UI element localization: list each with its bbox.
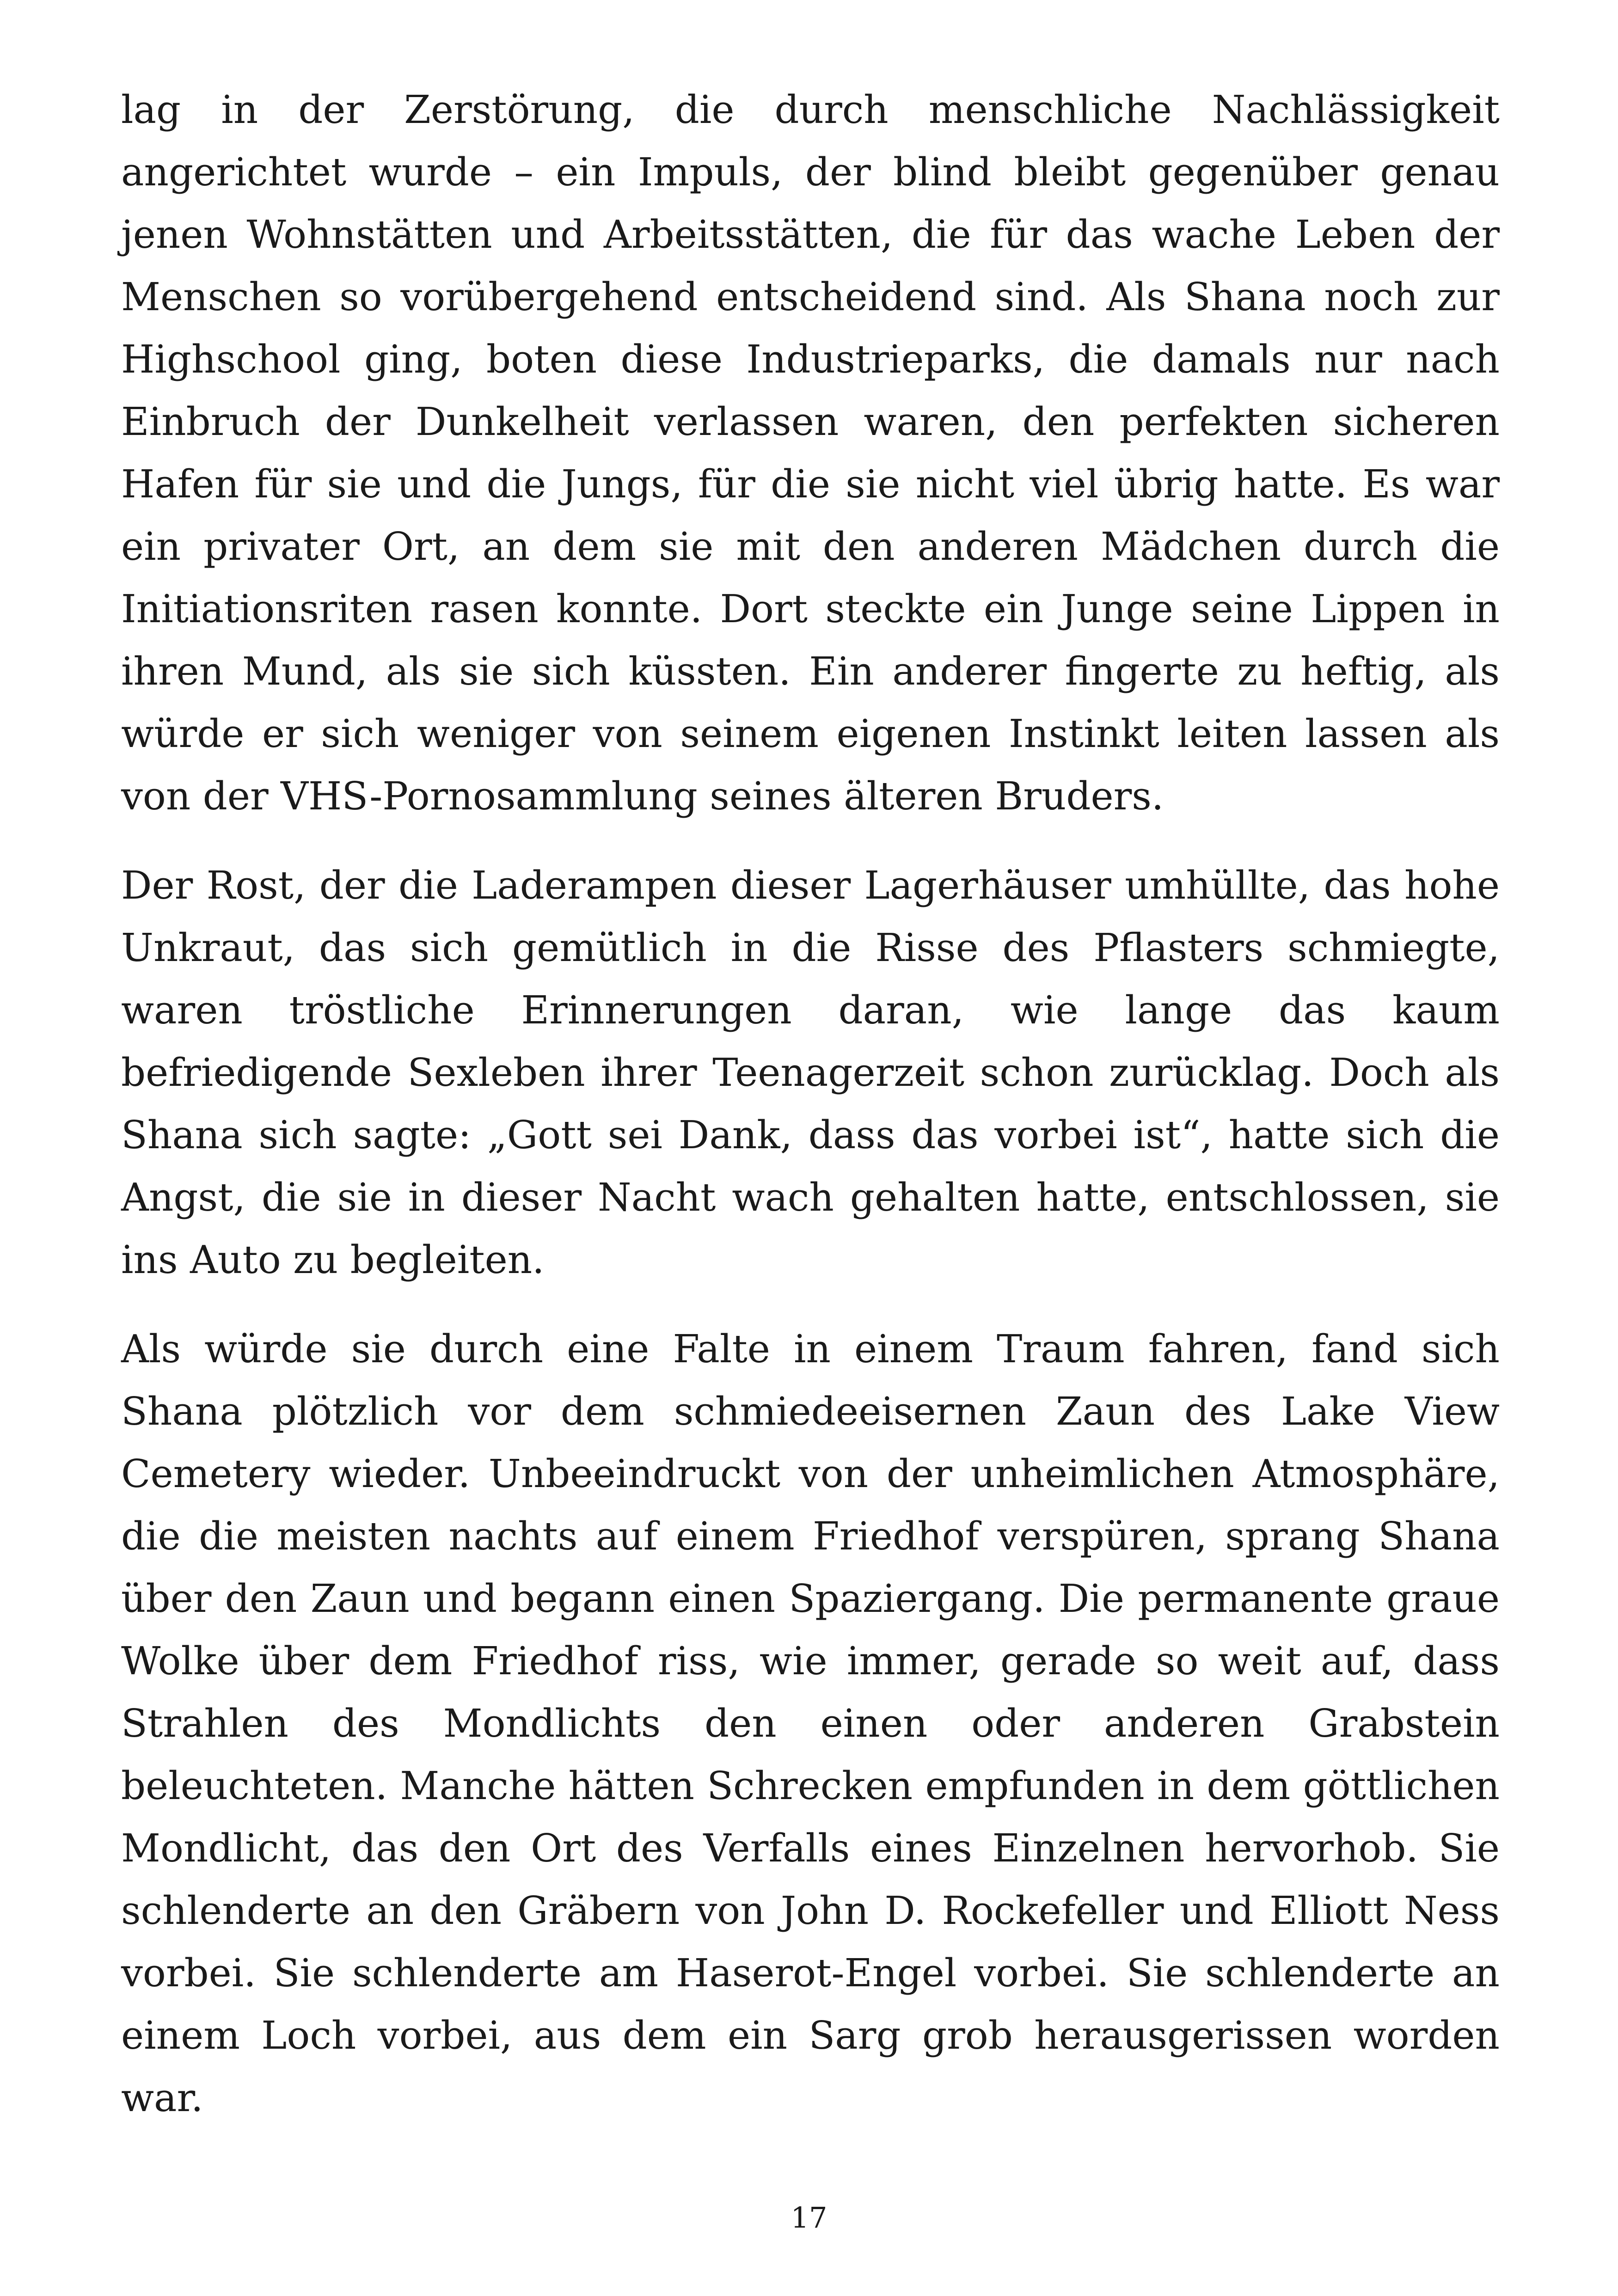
paragraph-3: Als würde sie durch eine Falte in einem Traum fahren, fand sich Shana plötzlich vor dem schmiedeeisernen Zaun des Lake View Cemetery wieder. Unbeeindruckt von der unheimlichen Atmosphäre, die die meisten nachts auf einem Friedhof verspüren, sprang Shana über den Zaun und begann einen Spaziergang. Die permanente graue Wolke über dem Friedhof riss, wie immer, gerade so weit auf, dass Strahlen des Mondlichts den einen oder anderen Grabstein beleuchteten. Manche hätten Schrecken empfunden in dem göttlichen Mondlicht, das den Ort des Verfalls eines Einzelnen hervorhob. Sie schlenderte an den Gräbern von John D. Rockefeller und Elliott Ness vorbei. Sie schlenderte am Haserot-Engel vorbei. Sie schlenderte an einem Loch vorbei, aus dem ein Sarg grob herausgerissen worden war. — [121, 1327, 1500, 2120]
paragraph-2: Der Rost, der die Laderampen dieser Lagerhäuser umhüllte, das hohe Unkraut, das sich gemütlich in die Risse des Pflasters schmiegte, waren tröstliche Erinnerungen daran, wie lange das kaum befriedigende Sexleben ihrer Teenagerzeit schon zurücklag. Doch als Shana sich sagte: „Gott sei Dank, dass das vorbei ist“, hatte sich die Angst, die sie in dieser Nacht wach gehalten hatte, entschlossen, sie ins Auto zu begleiten. — [121, 863, 1500, 1282]
body-text — [121, 79, 1500, 2129]
paragraph-1: lag in der Zerstörung, die durch menschliche Nachlässigkeit angerichtet wurde – ein Impuls, der blind bleibt gegenüber genau jenen Wohnstätten und Arbeitsstätten, die für das wache Leben der Menschen so vorübergehend entscheidend sind. Als Shana noch zur Highschool ging, boten diese Industrieparks, die damals nur nach Einbruch der Dunkelheit verlassen waren, den perfekten sicheren Hafen für sie und die Jungs, für die sie nicht viel übrig hatte. Es war ein privater Ort, an dem sie mit den anderen Mädchen durch die Initiationsriten rasen konnte. Dort steckte ein Junge seine Lippen in ihren Mund, als sie sich küssten. Ein anderer fingerte zu heftig, als würde er sich weniger von seinem eigenen Instinkt leiten lassen als von der VHS-Pornosammlung seines älteren Bruders. — [121, 87, 1500, 819]
page-number: 17 — [791, 2201, 827, 2235]
